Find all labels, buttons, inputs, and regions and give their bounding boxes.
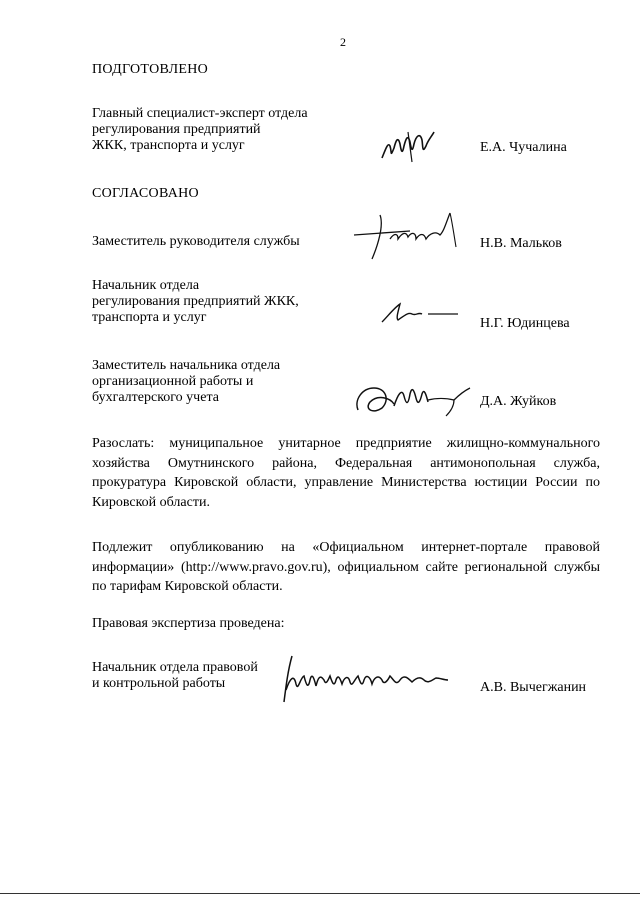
legal-review-line: Правовая экспертиза проведена: [92, 616, 285, 631]
position-line: ЖКК, транспорта и услуг [92, 138, 245, 153]
page-number: 2 [340, 35, 346, 49]
position-line: Заместитель начальника отдела [92, 358, 281, 373]
signature-chuchalina [378, 128, 438, 164]
signer-position-2 [92, 278, 362, 326]
signer-name-1: Н.В. Мальков [480, 236, 562, 251]
prepared-heading: ПОДГОТОВЛЕНО [92, 62, 209, 77]
position-line: транспорта и услуг [92, 310, 207, 325]
position-line: регулирования предприятий [92, 122, 261, 137]
distribution-paragraph: Разослать: муниципальное унитарное предприятие жилищно-коммунального хозяйства Омутнинского района, Федеральная антимонопольная служба, прокуратура Кировской области, управление Министерства юстиции России по Кировской области. [92, 436, 600, 510]
position-line: регулирования предприятий ЖКК, [92, 294, 299, 309]
signature-malkov [350, 205, 480, 261]
signer-name-2: Н.Г. Юдинцева [480, 316, 570, 331]
publication-paragraph: Подлежит опубликованию на «Официальном интернет-портале правовой информации» (http://www.pravo.gov.ru), официальном сайте региональной службы по тарифам Кировской области. [92, 540, 600, 594]
signer-position-3 [92, 358, 362, 406]
signer-name-3: Д.А. Жуйков [480, 394, 557, 409]
position-line: Начальник отдела правовой [92, 660, 258, 675]
signature-zhuikov [350, 376, 476, 420]
position-line: Заместитель руководителя службы [92, 234, 300, 249]
prepared-name: Е.А. Чучалина [480, 140, 567, 155]
bottom-rule [0, 893, 640, 894]
position-line: Главный специалист-эксперт отдела [92, 106, 308, 121]
signature-vychegzhanin [278, 650, 458, 708]
position-line: и контрольной работы [92, 676, 226, 691]
position-line: организационной работы и [92, 374, 254, 389]
signer-position-1 [92, 234, 362, 250]
position-line: бухгалтерского учета [92, 390, 219, 405]
signature-yudintseva [378, 298, 462, 326]
agreed-heading: СОГЛАСОВАНО [92, 186, 199, 201]
prepared-position [92, 106, 362, 154]
position-line: Начальник отдела [92, 278, 200, 293]
legal-signer-name: А.В. Вычегжанин [480, 680, 587, 695]
